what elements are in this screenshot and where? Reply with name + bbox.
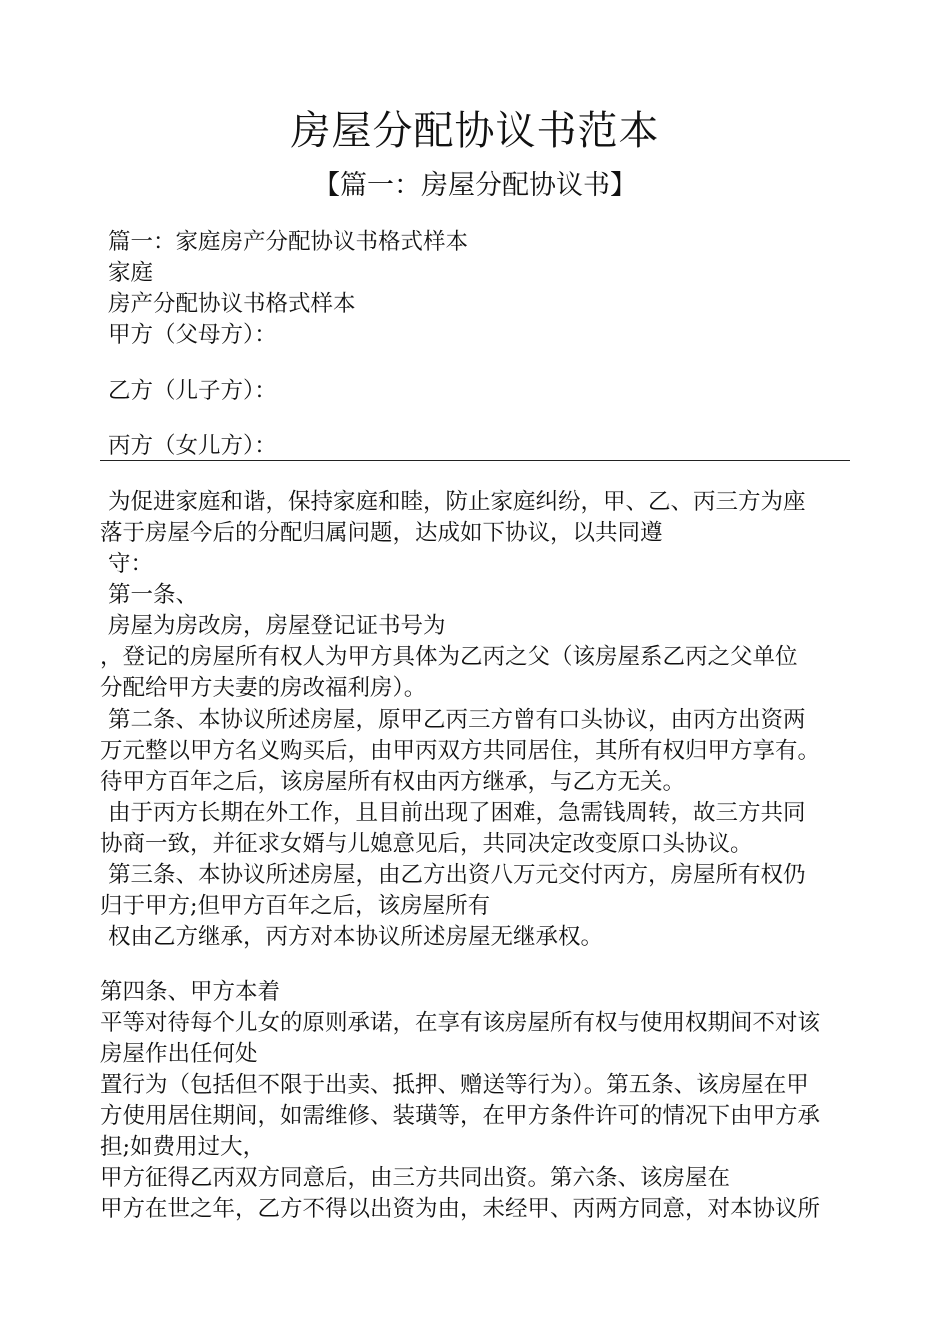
paragraph-line: 房屋为房改房，房屋登记证书号为 <box>108 613 446 639</box>
paragraph-line: 守： <box>108 551 154 577</box>
paragraph-line: 归于甲方;但甲方百年之后，该房屋所有 <box>100 893 491 919</box>
paragraph-line: 权由乙方继承，丙方对本协议所述房屋无继承权。 <box>108 924 604 950</box>
paragraph-line: 万元整以甲方名义购买后，由甲丙双方共同居住，其所有权归甲方享有。 <box>100 738 821 764</box>
horizontal-rule <box>100 460 850 461</box>
document-subtitle: 【篇一：房屋分配协议书】 <box>313 170 637 201</box>
paragraph-line: 第三条、本协议所述房屋，由乙方出资八万元交付丙方，房屋所有权仍 <box>108 862 806 888</box>
paragraph-line: 第二条、本协议所述房屋，原甲乙丙三方曾有口头协议，由丙方出资两 <box>108 707 806 733</box>
paragraph-line: 待甲方百年之后，该房屋所有权由丙方继承，与乙方无关。 <box>100 769 686 795</box>
paragraph-line: 房屋作出任何处 <box>100 1041 258 1067</box>
paragraph-line: 房产分配协议书格式样本 <box>108 291 356 317</box>
paragraph-line: 家庭 <box>108 260 154 286</box>
paragraph-line: ，登记的房屋所有权人为甲方具体为乙丙之父（该房屋系乙丙之父单位 <box>100 644 798 670</box>
paragraph-line: 甲方在世之年，乙方不得以出资为由，未经甲、丙两方同意，对本协议所 <box>100 1196 821 1222</box>
document-title: 房屋分配协议书范本 <box>290 108 660 154</box>
article-heading: 第一条、 <box>108 582 199 608</box>
paragraph-line: 平等对待每个儿女的原则承诺，在享有该房屋所有权与使用权期间不对该 <box>100 1010 821 1036</box>
paragraph-line: 为促进家庭和谐，保持家庭和睦，防止家庭纠纷，甲、乙、丙三方为座 <box>108 489 806 515</box>
paragraph-line: 第四条、甲方本着 <box>100 979 281 1005</box>
paragraph-line: 落于房屋今后的分配归属问题，达成如下协议，以共同遵 <box>100 520 663 546</box>
party-a-line: 甲方（父母方）： <box>108 322 277 348</box>
paragraph-line: 分配给甲方夫妻的房改福利房）。 <box>100 675 427 701</box>
paragraph-line: 方使用居住期间，如需维修、装璜等，在甲方条件许可的情况下由甲方承 <box>100 1103 821 1129</box>
paragraph-line: 担;如费用过大， <box>100 1134 266 1160</box>
party-b-line: 乙方（儿子方）： <box>108 378 277 404</box>
paragraph-line: 协商一致，并征求女婿与儿媳意见后，共同决定改变原口头协议。 <box>100 831 753 857</box>
party-c-line: 丙方（女儿方）： <box>108 433 277 459</box>
paragraph-line: 置行为（包括但不限于出卖、抵押、赠送等行为）。第五条、该房屋在甲 <box>100 1072 809 1098</box>
paragraph-line: 篇一：家庭房产分配协议书格式样本 <box>108 229 469 255</box>
paragraph-line: 由于丙方长期在外工作，且目前出现了困难，急需钱周转，故三方共同 <box>108 800 806 826</box>
paragraph-line: 甲方征得乙丙双方同意后，由三方共同出资。第六条、该房屋在 <box>100 1165 731 1191</box>
